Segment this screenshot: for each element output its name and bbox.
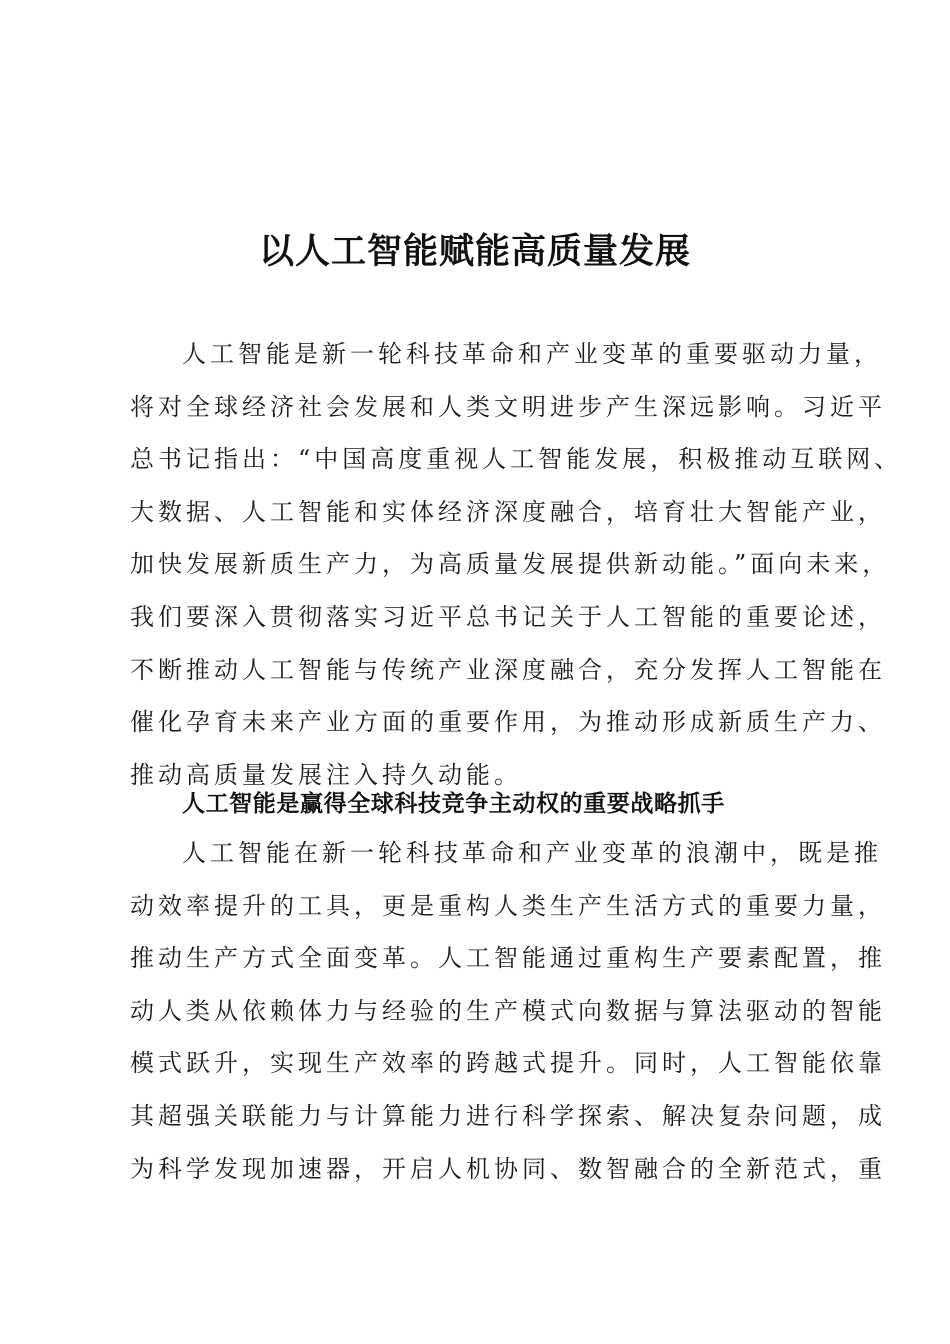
paragraph-line: 催化孕育未来产业方面的重要作用，为推动形成新质生产力、 bbox=[130, 708, 886, 737]
paragraph-line: 人工智能在新一轮科技革命和产业变革的浪潮中，既是推 bbox=[182, 839, 882, 867]
paragraph-section-1 bbox=[130, 827, 886, 1195]
paragraph-line: 动人类从依赖体力与经验的生产模式向数据与算法驱动的智能 bbox=[130, 996, 886, 1025]
paragraph-intro bbox=[130, 328, 903, 801]
paragraph-line: 动效率提升的工具，更是重构人类生产生活方式的重要力量， bbox=[130, 891, 886, 920]
section-heading: 人工智能是赢得全球科技竞争主动权的重要战略抓手 bbox=[182, 791, 725, 817]
paragraph-line: 大数据、人工智能和实体经济深度融合，培育壮大智能产业， bbox=[130, 497, 886, 526]
paragraph-line: 将对全球经济社会发展和人类文明进步产生深远影响。习近平 bbox=[130, 392, 886, 421]
paragraph-line: 总书记指出：“中国高度重视人工智能发展，积极推动互联网、 bbox=[130, 445, 903, 474]
paragraph-line: 推动高质量发展注入持久动能。 bbox=[130, 760, 522, 789]
paragraph-line: 不断推动人工智能与传统产业深度融合，充分发挥人工智能在 bbox=[130, 655, 886, 684]
paragraph-line: 其超强关联能力与计算能力进行科学探索、解决复杂问题，成 bbox=[130, 1101, 886, 1130]
paragraph-line: 人工智能是新一轮科技革命和产业变革的重要驱动力量， bbox=[182, 340, 882, 368]
paragraph-line: 加快发展新质生产力，为高质量发展提供新动能。”面向未来， bbox=[130, 550, 891, 579]
paragraph-line: 模式跃升，实现生产效率的跨越式提升。同时，人工智能依靠 bbox=[130, 1049, 886, 1078]
paragraph-line: 推动生产方式全面变革。人工智能通过重构生产要素配置，推 bbox=[130, 944, 886, 973]
document-title: 以人工智能赋能高质量发展 bbox=[258, 231, 691, 272]
paragraph-line: 为科学发现加速器，开启人机协同、数智融合的全新范式，重 bbox=[130, 1154, 886, 1183]
paragraph-line: 我们要深入贯彻落实习近平总书记关于人工智能的重要论述， bbox=[130, 602, 886, 631]
